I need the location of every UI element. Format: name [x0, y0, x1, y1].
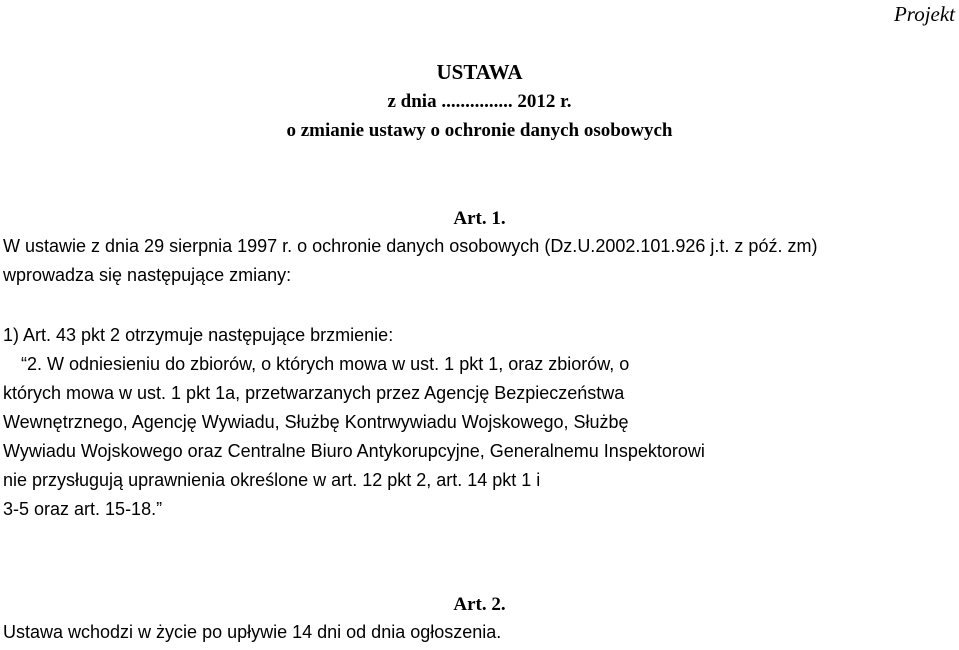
amendment-line: “2. W odniesieniu do zbiorów, o których mowa w ust. 1 pkt 1, oraz zbiorów, o — [21, 354, 630, 374]
draft-label: Projekt — [893, 2, 955, 26]
amendment-line: Wewnętrznego, Agencję Wywiadu, Służbę Kontrwywiadu Wojskowego, Służbę — [3, 412, 629, 432]
article-1-amendment — [3, 321, 953, 524]
article-1-heading: Art. 1. — [453, 208, 506, 229]
article-2-heading: Art. 2. — [453, 594, 506, 615]
amendment-line: 3-5 oraz art. 15-18.” — [3, 499, 163, 519]
act-title: USTAWA — [436, 60, 523, 84]
act-subject: o zmianie ustawy o ochronie danych osobowych — [286, 120, 673, 141]
amendment-line: nie przysługują uprawnienia określone w art. 12 pkt 2, art. 14 pkt 1 i — [3, 470, 541, 490]
act-date: z dnia ............... 2012 r. — [387, 91, 572, 112]
article-1-intro-line: wprowadza się następujące zmiany: — [3, 265, 292, 285]
article-1-intro-line: W ustawie z dnia 29 sierpnia 1997 r. o ochronie danych osobowych (Dz.U.2002.101.926 j.t. z póź. zm) — [3, 236, 818, 256]
amendment-line: których mowa w ust. 1 pkt 1a, przetwarzanych przez Agencję Bezpieczeństwa — [3, 383, 625, 403]
article-2-text: Ustawa wchodzi w życie po upływie 14 dni od dnia ogłoszenia. — [3, 622, 502, 642]
amendment-line: 1) Art. 43 pkt 2 otrzymuje następujące brzmienie: — [3, 325, 394, 345]
amendment-line: Wywiadu Wojskowego oraz Centralne Biuro Antykorupcyjne, Generalnemu Inspektorowi — [3, 441, 705, 461]
article-1-intro — [3, 232, 953, 290]
